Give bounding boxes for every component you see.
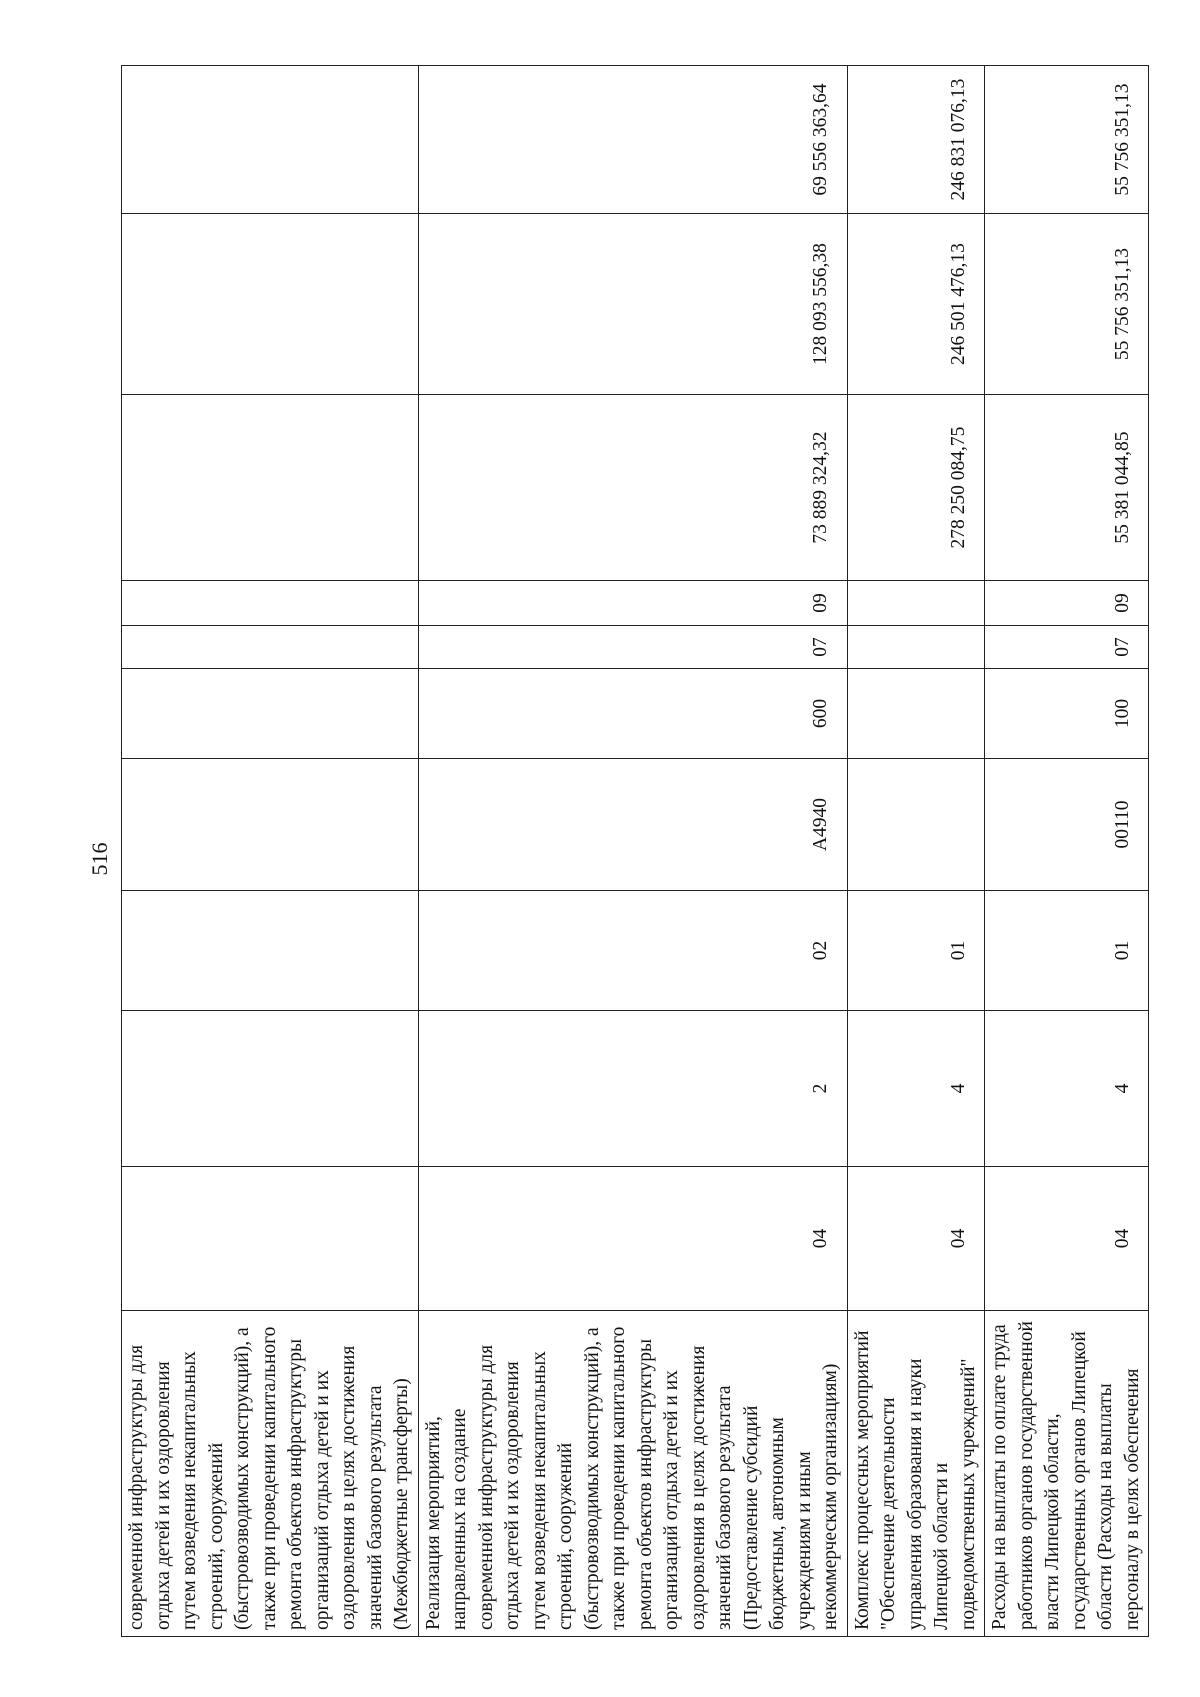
row-description: Комплекс процессных мероприятий "Обеспечение деятельности управления образования и науки Липецкой области и подведомственных учреждений" — [847, 1311, 985, 1637]
table-row — [418, 66, 847, 1637]
amount-cell: 55 756 351,13 — [985, 66, 1149, 214]
code-cell: 07 — [985, 626, 1149, 669]
code-cell — [122, 1011, 419, 1167]
code-cell — [122, 581, 419, 626]
code-cell: 2 — [418, 1011, 847, 1167]
amount-cell: 69 556 363,64 — [418, 66, 847, 214]
row-description: Реализация мероприятий, направленных на создание современной инфраструктуры для отдыха детей и их оздоровления путем возведения некапитальных строений, сооружений (быстровозводимых конструкций), а также при проведении капитального ремонта объектов инфраструктуры организаций отдыха детей и их оздоровления в целях достижения значений базового результата (Предоставление субсидий бюджетным, автономным учреждениям и иным некоммерческим организациям) — [418, 1311, 847, 1637]
amount-cell: 73 889 324,32 — [418, 395, 847, 581]
table-row — [985, 66, 1149, 1637]
code-cell — [122, 669, 419, 759]
amount-cell: 55 756 351,13 — [985, 214, 1149, 395]
amount-cell — [122, 395, 419, 581]
code-cell: 01 — [847, 891, 985, 1011]
code-cell — [122, 891, 419, 1011]
code-cell: 01 — [985, 891, 1149, 1011]
table-row — [847, 66, 985, 1637]
amount-cell: 55 381 044,85 — [985, 395, 1149, 581]
code-cell — [122, 626, 419, 669]
amount-cell — [122, 214, 419, 395]
page-number: 516 — [87, 842, 112, 876]
amount-cell — [122, 66, 419, 214]
code-cell — [847, 669, 985, 759]
code-cell — [847, 759, 985, 891]
row-description: Расходы на выплаты по оплате труда работников органов государственной власти Липецкой области, государственных органов Липецкой области (Расходы на выплаты персоналу в целях обеспечения — [985, 1311, 1149, 1637]
budget-table — [121, 65, 1149, 1637]
code-cell: 04 — [847, 1167, 985, 1311]
code-cell: 4 — [847, 1011, 985, 1167]
code-cell — [847, 581, 985, 626]
code-cell: 4 — [985, 1011, 1149, 1167]
code-cell: 04 — [418, 1167, 847, 1311]
amount-cell: 246 501 476,13 — [847, 214, 985, 395]
code-cell: 04 — [985, 1167, 1149, 1311]
code-cell: А4940 — [418, 759, 847, 891]
table-row — [122, 66, 419, 1637]
code-cell: 09 — [985, 581, 1149, 626]
code-cell: 07 — [418, 626, 847, 669]
code-cell — [847, 626, 985, 669]
amount-cell: 246 831 076,13 — [847, 66, 985, 214]
code-cell: 600 — [418, 669, 847, 759]
code-cell: 02 — [418, 891, 847, 1011]
code-cell: 00110 — [985, 759, 1149, 891]
budget-table-rotated — [121, 66, 1143, 1637]
row-description: современной инфраструктуры для отдыха детей и их оздоровления путем возведения некапитальных строений, сооружений (быстровозводимых конструкций), а также при проведении капитального ремонта объектов инфраструктуры организаций отдыха детей и их оздоровления в целях достижения значений базового результата (Межбюджетные трансферты) — [122, 1311, 419, 1637]
code-cell: 100 — [985, 669, 1149, 759]
code-cell — [122, 759, 419, 891]
code-cell — [122, 1167, 419, 1311]
code-cell: 09 — [418, 581, 847, 626]
amount-cell: 278 250 084,75 — [847, 395, 985, 581]
amount-cell: 128 093 556,38 — [418, 214, 847, 395]
